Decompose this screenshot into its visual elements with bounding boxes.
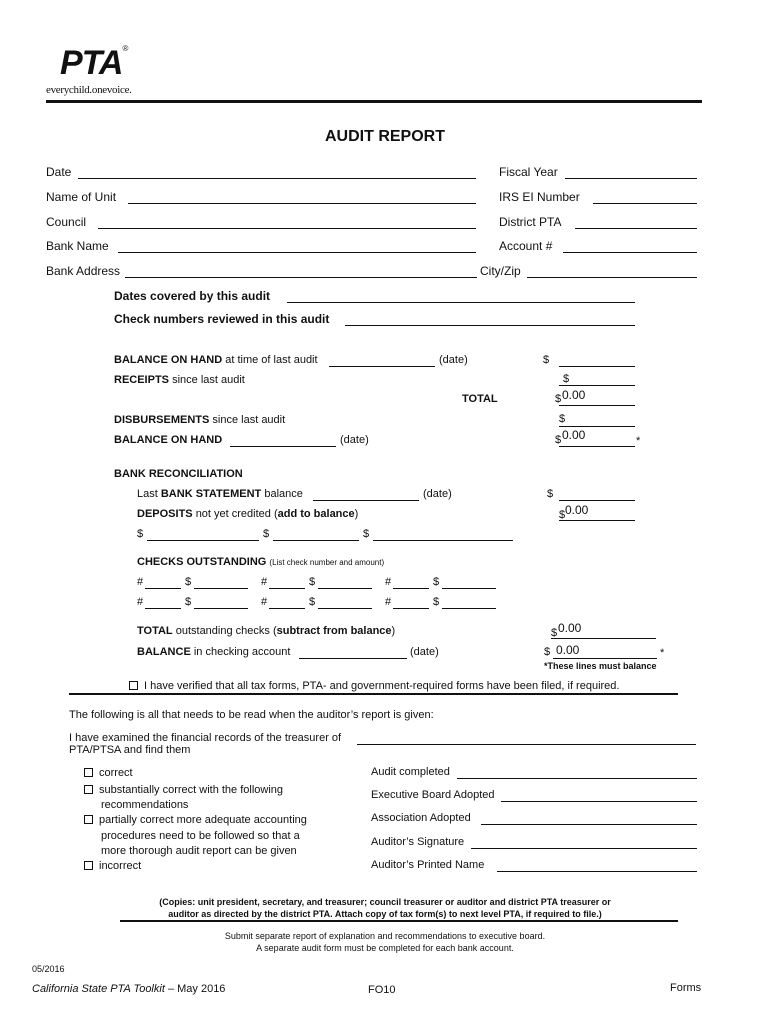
deposits-label <box>137 508 358 520</box>
total-outstanding-currency: $ <box>551 627 558 639</box>
irs-ei-number-field[interactable] <box>593 203 697 204</box>
dates-covered-field[interactable] <box>287 302 635 303</box>
check-number-field[interactable] <box>145 588 181 589</box>
check-amount-field[interactable] <box>194 588 248 589</box>
total-outstanding-label <box>137 625 395 637</box>
treasurer-field[interactable] <box>357 744 696 745</box>
total-outstanding-value: 0.00 <box>558 621 582 635</box>
last-statement-date-label: (date) <box>423 488 452 500</box>
footer-section: Forms <box>670 982 702 994</box>
finding-partially <box>84 813 307 860</box>
balance-last-date-field[interactable] <box>329 366 435 367</box>
finding-incorrect <box>84 860 141 872</box>
deposit-1-currency: $ <box>137 528 144 540</box>
city-zip-field[interactable] <box>527 277 697 278</box>
total-outstanding-amount-field[interactable] <box>551 638 656 639</box>
footer-toolkit-rest: – May 2016 <box>164 983 226 995</box>
balance-now-asterisk: * <box>636 435 641 447</box>
finding-substantially <box>84 783 283 813</box>
receipts-label <box>114 374 245 386</box>
check-amount-field[interactable] <box>318 588 372 589</box>
logo-tagline: everychild.onevoice. <box>46 84 132 96</box>
disbursements-bold: DISBURSEMENTS <box>114 414 210 426</box>
copies-divider <box>120 920 678 922</box>
verified-row <box>129 680 619 692</box>
date-label: Date <box>46 165 72 179</box>
auditor-printed-name-label: Auditor’s Printed Name <box>371 859 485 871</box>
check-amount-field[interactable] <box>194 608 248 609</box>
balance-checking-amount-field[interactable] <box>553 658 657 659</box>
audit-completed-field[interactable] <box>457 778 697 779</box>
footer-date-code: 05/2016 <box>32 964 65 974</box>
last-statement-pre: Last <box>137 488 158 500</box>
submit-line-2: A separate audit form must be completed for each bank account. <box>256 943 514 953</box>
finding-text: partially correct more adequate accounting <box>99 814 307 826</box>
following-text: The following is all that needs to be read when the auditor’s report is given: <box>69 709 434 721</box>
balance-last-amount-field[interactable] <box>559 366 635 367</box>
date-field[interactable] <box>78 178 476 179</box>
association-adopted-label: Association Adopted <box>371 812 471 824</box>
finding-checkbox[interactable] <box>84 785 93 794</box>
registered-mark: ® <box>122 44 129 53</box>
balance-checking-label <box>137 646 290 658</box>
pta-logo <box>60 44 128 83</box>
bank-address-field[interactable] <box>125 277 477 278</box>
deposits-value: 0.00 <box>565 503 589 517</box>
balance-now-date-field[interactable] <box>230 446 336 447</box>
council-field[interactable] <box>98 228 476 229</box>
deposits-currency: $ <box>559 509 566 521</box>
check-number-field[interactable] <box>145 608 181 609</box>
balance-last-date-label: (date) <box>439 354 468 366</box>
check-numbers-label: Check numbers reviewed in this audit <box>114 312 330 326</box>
receipts-amount-field[interactable] <box>559 385 635 386</box>
receipts-bold: RECEIPTS <box>114 374 170 386</box>
total-outstanding-bold: TOTAL <box>137 625 173 637</box>
check-currency: $ <box>309 596 316 608</box>
deposits-bold: DEPOSITS <box>137 508 193 520</box>
copies-line-1: (Copies: unit president, secretary, and treasurer; council treasurer or auditor and district PTA treasurer or <box>159 897 611 907</box>
checks-outstanding-label <box>137 556 384 568</box>
finding-text: correct <box>99 767 133 779</box>
balance-now-amount-field[interactable] <box>559 446 635 447</box>
check-hash: # <box>261 596 268 608</box>
district-pta-label: District PTA <box>499 215 562 229</box>
page-title: AUDIT REPORT <box>325 128 445 145</box>
check-amount-field[interactable] <box>318 608 372 609</box>
checks-outstanding-note: (List check number and amount) <box>269 558 385 567</box>
check-currency: $ <box>309 576 316 588</box>
check-currency: $ <box>185 576 192 588</box>
auditor-signature-field[interactable] <box>471 848 697 849</box>
last-statement-label <box>137 488 303 500</box>
balance-checking-bold: BALANCE <box>137 646 191 658</box>
check-hash: # <box>137 596 144 608</box>
city-zip-label: City/Zip <box>480 264 521 278</box>
last-statement-currency: $ <box>547 488 554 500</box>
finding-correct <box>84 767 133 779</box>
finding-checkbox[interactable] <box>84 815 93 824</box>
executive-board-field[interactable] <box>501 801 697 802</box>
association-adopted-field[interactable] <box>481 824 697 825</box>
examined-text: I have examined the financial records of the treasurer of <box>69 732 342 744</box>
check-number-field[interactable] <box>269 608 305 609</box>
pta-ptsa-text: PTA/PTSA and find them <box>69 744 191 756</box>
total-label: TOTAL <box>462 393 498 405</box>
fiscal-year-label: Fiscal Year <box>499 165 558 179</box>
total-value: 0.00 <box>562 388 586 402</box>
auditor-printed-name-field[interactable] <box>497 871 697 872</box>
finding-text: more thorough audit report can be given <box>101 845 297 857</box>
verified-text: I have verified that all tax forms, PTA- and government-required forms have been filed, if required. <box>144 680 620 692</box>
finding-text: incorrect <box>99 860 142 872</box>
footer-form-code: FO10 <box>368 984 396 996</box>
total-outstanding-rest: outstanding checks ( <box>175 625 277 637</box>
last-statement-date-field[interactable] <box>313 500 419 501</box>
balance-last-audit-label <box>114 354 318 366</box>
check-amount-field[interactable] <box>442 588 496 589</box>
bank-address-label: Bank Address <box>46 264 121 278</box>
deposit-3-currency: $ <box>363 528 370 540</box>
balance-now-currency: $ <box>555 434 562 446</box>
balance-last-bold: BALANCE ON HAND <box>114 354 223 366</box>
balance-checking-currency: $ <box>544 646 551 658</box>
dates-covered-label: Dates covered by this audit <box>114 289 271 303</box>
balance-last-currency: $ <box>543 354 550 366</box>
check-amount-field[interactable] <box>442 608 496 609</box>
council-label: Council <box>46 215 87 229</box>
bank-name-label: Bank Name <box>46 239 109 253</box>
submit-line-1: Submit separate report of explanation and recommendations to executive board. <box>224 931 546 941</box>
last-statement-bold: BANK STATEMENT <box>160 488 262 500</box>
check-number-field[interactable] <box>393 608 429 609</box>
deposit-2-currency: $ <box>263 528 270 540</box>
district-pta-field[interactable] <box>575 228 697 229</box>
audit-completed-label: Audit completed <box>371 766 450 778</box>
disbursements-rest: since last audit <box>212 414 286 426</box>
check-hash: # <box>385 576 392 588</box>
copies-line-2: auditor as directed by the district PTA. Attach copy of tax form(s) to next level PTA, if required to file.) <box>168 909 602 919</box>
executive-board-label: Executive Board Adopted <box>371 789 495 801</box>
balance-now-label <box>114 434 222 446</box>
receipts-currency: $ <box>563 373 570 385</box>
check-numbers-field[interactable] <box>345 325 635 326</box>
balance-checking-value: 0.00 <box>556 643 580 657</box>
check-currency: $ <box>433 576 440 588</box>
deposit-2-field[interactable] <box>273 540 359 541</box>
balance-now-date-label: (date) <box>340 434 369 446</box>
irs-ei-number-label: IRS EI Number <box>499 190 580 204</box>
deposit-1-field[interactable] <box>147 540 259 541</box>
last-statement-amount-field[interactable] <box>559 500 635 501</box>
deposits-rest: not yet credited ( <box>195 508 278 520</box>
disbursements-label <box>114 414 285 426</box>
total-amount-field[interactable] <box>559 405 635 406</box>
name-of-unit-field[interactable] <box>128 203 476 204</box>
footer-toolkit <box>32 983 225 995</box>
finding-text: recommendations <box>101 799 189 811</box>
check-hash: # <box>385 596 392 608</box>
balance-checking-date-label: (date) <box>410 646 439 658</box>
checks-outstanding-bold: CHECKS OUTSTANDING <box>137 556 267 568</box>
balance-now-bold: BALANCE ON HAND <box>114 434 223 446</box>
must-balance-note: *These lines must balance <box>544 661 657 671</box>
bank-name-field[interactable] <box>118 252 476 253</box>
check-number-field[interactable] <box>269 588 305 589</box>
submit-note <box>0 930 770 954</box>
deposits-close: ) <box>354 508 359 520</box>
verified-divider <box>69 693 678 695</box>
check-hash: # <box>261 576 268 588</box>
deposit-3-field[interactable] <box>373 540 513 541</box>
fiscal-year-field[interactable] <box>565 178 697 179</box>
total-outstanding-close: ) <box>391 625 396 637</box>
disbursements-amount-field[interactable] <box>559 426 635 427</box>
check-currency: $ <box>185 596 192 608</box>
total-outstanding-paren-bold: subtract from balance <box>276 625 392 637</box>
account-label: Account # <box>499 239 553 253</box>
finding-checkbox[interactable] <box>84 768 93 777</box>
finding-text: substantially correct with the following <box>99 784 284 796</box>
finding-checkbox[interactable] <box>84 861 93 870</box>
auditor-signature-label: Auditor’s Signature <box>371 836 465 848</box>
last-statement-post: balance <box>264 488 303 500</box>
disbursements-currency: $ <box>559 413 566 425</box>
check-currency: $ <box>433 596 440 608</box>
balance-last-rest: at time of last audit <box>225 354 318 366</box>
verified-checkbox[interactable] <box>129 681 138 690</box>
balance-checking-asterisk: * <box>660 647 665 659</box>
deposits-amount-field[interactable] <box>559 520 635 521</box>
balance-now-value: 0.00 <box>562 428 586 442</box>
balance-checking-rest: in checking account <box>193 646 291 658</box>
copies-note <box>0 896 770 920</box>
header-divider <box>46 100 702 103</box>
name-of-unit-label: Name of Unit <box>46 190 117 204</box>
balance-checking-date-field[interactable] <box>299 658 407 659</box>
logo-text: PTA <box>60 44 123 82</box>
footer-toolkit-italic: California State PTA Toolkit <box>32 983 165 995</box>
receipts-rest: since last audit <box>172 374 245 386</box>
check-hash: # <box>137 576 144 588</box>
total-currency: $ <box>555 393 562 405</box>
account-field[interactable] <box>563 252 697 253</box>
finding-text: procedures need to be followed so that a <box>101 829 300 842</box>
bank-reconciliation-heading: BANK RECONCILIATION <box>114 468 243 480</box>
check-number-field[interactable] <box>393 588 429 589</box>
deposits-paren-bold: add to balance <box>277 508 355 520</box>
